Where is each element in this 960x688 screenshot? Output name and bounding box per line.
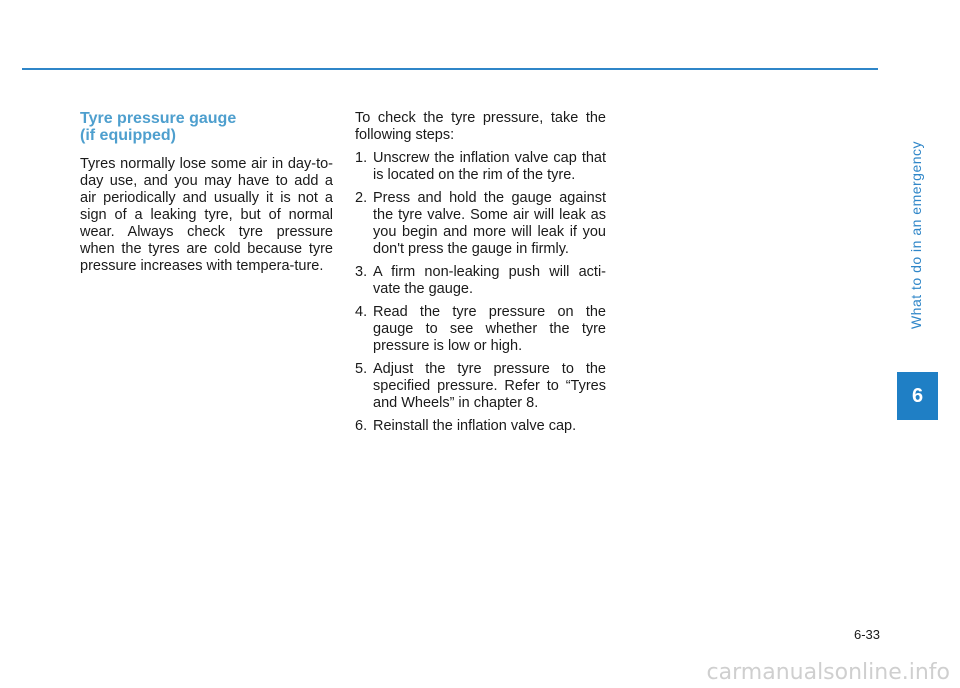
intro-paragraph: Tyres normally lose some air in day-to-day use, and you may have to add a air periodically and usually it is not a sign of a leaking tyre, but of normal wear. Always check tyre pressure when the tyres are cold because tyre pressure increases with tempera-ture. xyxy=(80,156,333,274)
chapter-tab[interactable] xyxy=(897,372,938,420)
step-text: Reinstall the inflation valve cap. xyxy=(373,418,577,434)
procedure-steps xyxy=(355,150,606,435)
step-number: 3. xyxy=(355,264,368,280)
step-number: 4. xyxy=(355,304,368,320)
step-item xyxy=(355,361,606,412)
step-item xyxy=(355,304,606,355)
chapter-number: 6 xyxy=(911,384,924,407)
chapter-label-text: What to do in an emergency xyxy=(908,140,925,330)
step-text: Adjust the tyre pressure to the specified pressure. Refer to “Tyres and Wheels” in chapter 8. xyxy=(373,361,606,411)
step-text: Read the tyre pressure on the gauge to see whether the tyre pressure is low or high. xyxy=(373,304,606,354)
step-item xyxy=(355,418,606,435)
section-title xyxy=(80,110,333,144)
step-text: A firm non-leaking push will acti-vate the gauge. xyxy=(373,264,606,297)
step-text: Unscrew the inflation valve cap that is located on the rim of the tyre. xyxy=(373,150,606,183)
watermark: carmanualsonline.info xyxy=(706,660,950,685)
step-item xyxy=(355,264,606,298)
page-number: 6-33 xyxy=(853,627,880,642)
step-number: 1. xyxy=(355,150,368,166)
section-title-line1: Tyre pressure gauge xyxy=(80,110,237,127)
step-number: 6. xyxy=(355,418,368,434)
right-column xyxy=(355,110,606,435)
header-rule xyxy=(22,68,878,70)
chapter-side-label xyxy=(906,105,926,365)
step-text: Press and hold the gauge against the tyre valve. Some air will leak as you begin and more will leak if you don't press the gauge in firmly. xyxy=(373,190,606,257)
step-number: 5. xyxy=(355,361,368,377)
procedure-lead: To check the tyre pressure, take the following steps: xyxy=(355,110,606,143)
step-item xyxy=(355,190,606,258)
step-number: 2. xyxy=(355,190,368,206)
step-item xyxy=(355,150,606,184)
left-column xyxy=(80,110,333,275)
section-title-line2: (if equipped) xyxy=(80,127,176,144)
